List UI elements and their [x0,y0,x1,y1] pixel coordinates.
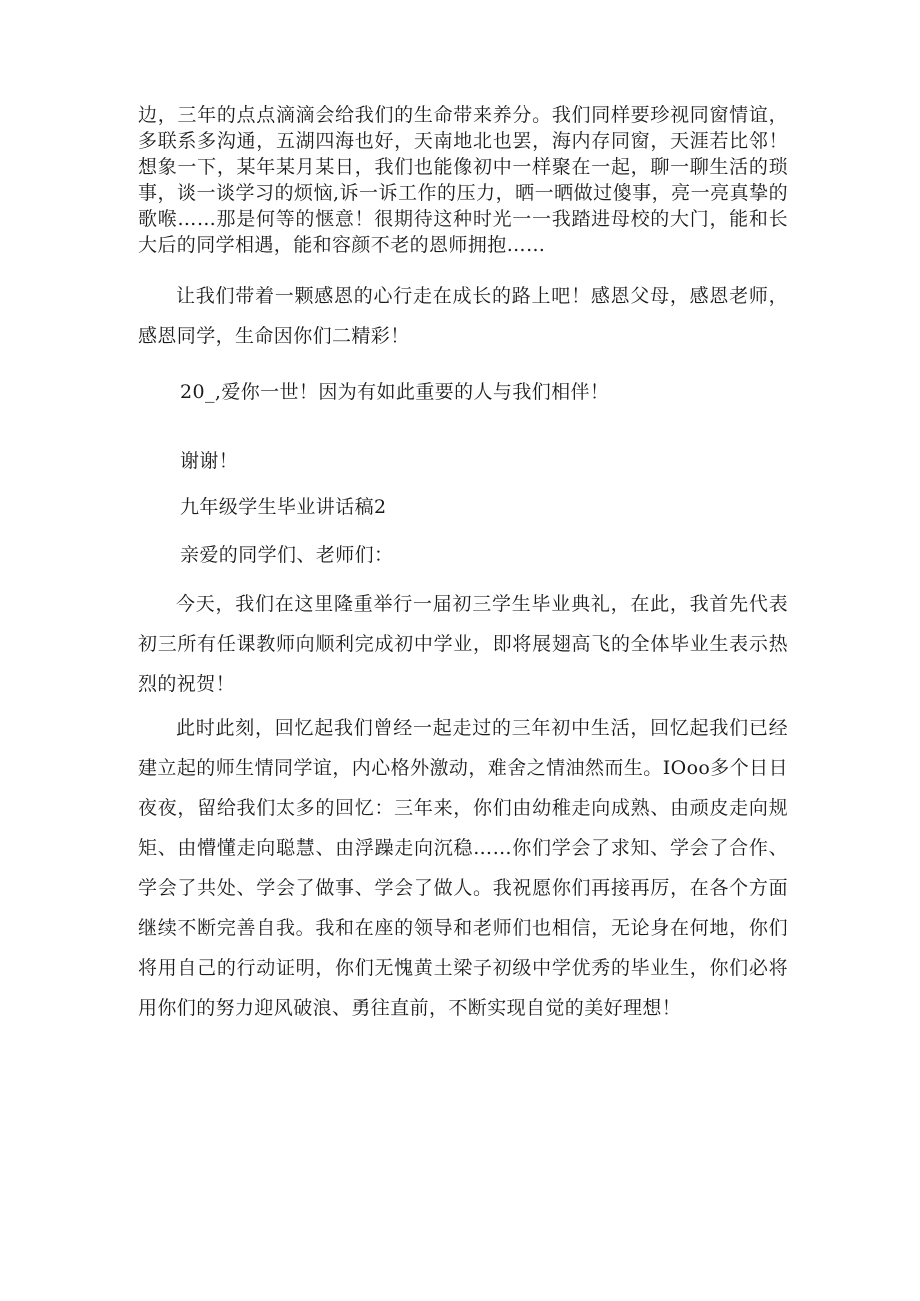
paragraph-gratitude: 让我们带着一颗感恩的心行走在成长的路上吧！感恩父母，感恩老师，感恩同学，生命因你们二精彩！ [138,285,788,347]
paragraph-thanks: 谢谢！ [180,450,239,472]
paragraph-love-forever: 20_,爱你一世！因为有如此重要的人与我们相伴！ [180,381,610,403]
paragraph-ceremony: 今天，我们在这里隆重举行一届初三学生毕业典礼，在此，我首先代表初三所有任课教师向顺利完成初中学业，即将展翅高飞的全体毕业生表示热烈的祝贺！ [138,593,788,695]
paragraph-continuation: 边，三年的点点滴滴会给我们的生命带来养分。我们同样要珍视同窗情谊，多联系多沟通，五湖四海也好，天南地北也罢，海内存同窗，天涯若比邻！想象一下，某年某月某日，我们也能像初中一样聚在一起，聊一聊生活的琐事，谈一谈学习的烦恼,诉一诉工作的压力，晒一晒做过傻事，亮一亮真挚的歌喉……那是何等的惬意！很期待这种时光一一我踏进母校的大门，能和长大后的同学相遇，能和容颜不老的恩师拥抱…… [138,104,788,256]
paragraph-memories: 此时此刻，回忆起我们曾经一起走过的三年初中生活，回忆起我们已经建立起的师生情同学谊，内心格外激动，难舍之情油然而生。IOoo多个日日夜夜，留给我们太多的回忆：三年来，你们由幼稚走向成熟、由顽皮走向规矩、由懵懂走向聪慧、由浮躁走向沉稳……你们学会了求知、学会了合作、学会了共处、学会了做事、学会了做人。我祝愿你们再接再厉，在各个方面继续不断完善自我。我和在座的领导和老师们也相信，无论身在何地，你们将用自己的行动证明，你们无愧黄土梁子初级中学优秀的毕业生，你们必将用你们的努力迎风破浪、勇往直前，不断实现自觉的美好理想！ [138,717,788,1019]
salutation: 亲爱的同学们、老师们： [180,544,394,566]
section-title: 九年级学生毕业讲话稿2 [180,496,387,518]
